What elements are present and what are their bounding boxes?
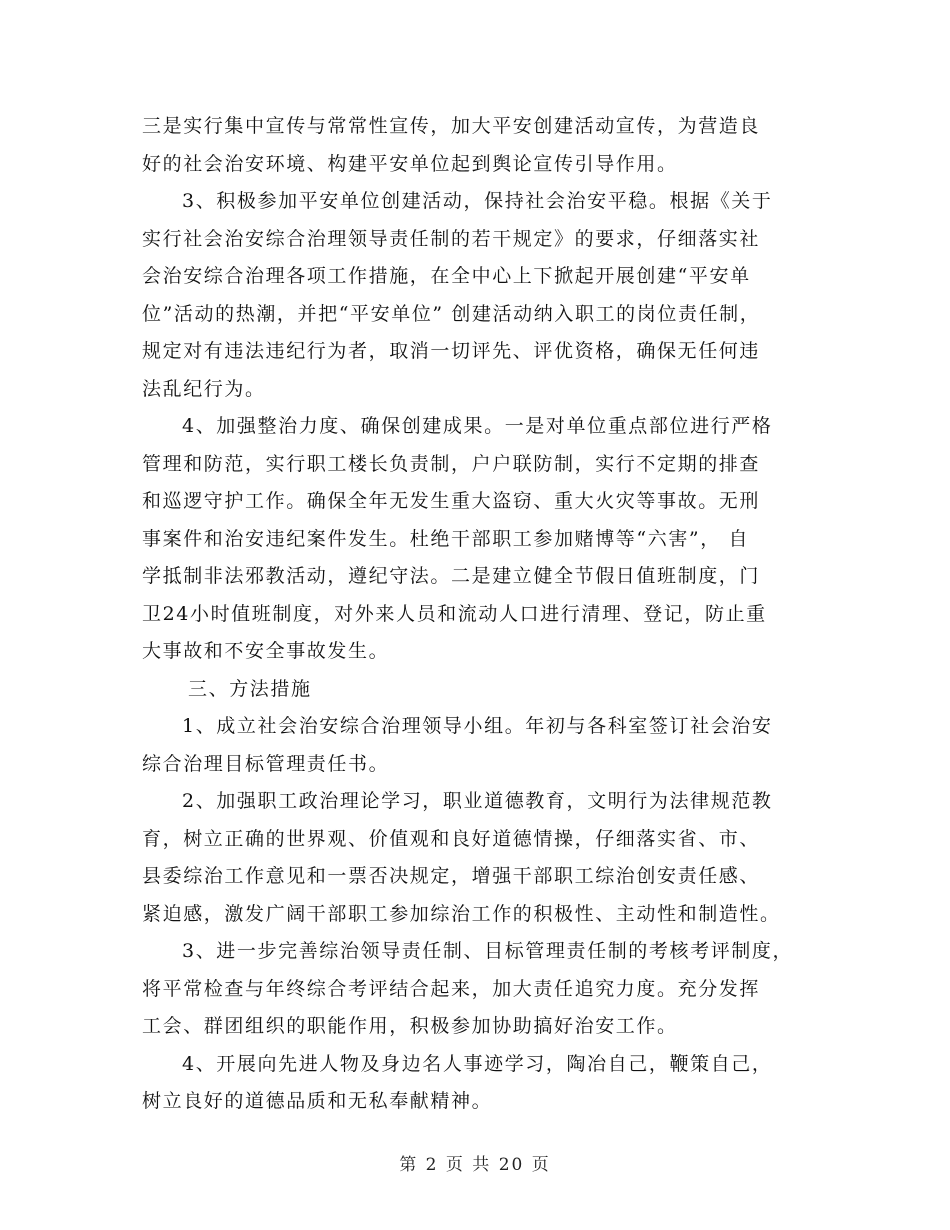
body-line-23: 3、进一步完善综治领导责任制、目标管理责任制的考核考评制度， [182,940,794,962]
body-line-13: 学抵制非法邪教活动，遵纪守法。二是建立健全节假日值班制度，门 [142,565,761,587]
body-line-14: 卫24小时值班制度，对外来人员和流动人口进行清理、登记，防止重 [142,602,767,625]
body-line-12: 事案件和治安违纪案件发生。杜绝干部职工参加赌博等“六害”， 自 [142,527,750,550]
body-line-19: 2、加强职工政治理论学习，职业道德教育，文明行为法律规范教 [182,790,773,812]
body-line-21: 县委综治工作意见和一票否决规定，增强干部职工综治创安责任感、 [142,865,761,887]
body-line-6: 位”活动的热潮，并把“平安单位” 创建活动纳入职工的岗位责任制， [142,302,761,325]
body-line-20: 育，树立正确的世界观、价值观和良好道德情操，仔细落实省、市、 [142,827,761,850]
body-line-4: 实行社会治安综合治理领导责任制的若干规定》的要求，仔细落实社 [142,227,761,250]
body-line-27: 树立良好的道德品质和无私奉献精神。 [142,1090,493,1112]
body-line-11: 和巡逻守护工作。确保全年无发生重大盗窃、重大火灾等事故。无刑 [142,490,761,512]
body-line-2: 好的社会治安环境、构建平安单位起到舆论宣传引导作用。 [142,152,678,175]
body-line-1: 三是实行集中宣传与常常性宣传，加大平安创建活动宣传，为营造良 [142,115,761,137]
page-number-footer: 第 2 页 共 20 页 [399,1155,551,1175]
body-line-10: 管理和防范，实行职工楼长负责制，户户联防制，实行不定期的排查 [142,452,761,475]
body-line-17: 1、成立社会治安综合治理领导小组。年初与各科室签订社会治安 [182,715,773,737]
document-body [142,108,814,1121]
body-line-5: 会治安综合治理各项工作措施，在全中心上下掀起开展创建“平安单 [142,265,751,287]
body-line-9: 4、加强整治力度、确保创建成果。一是对单位重点部位进行严格 [182,415,773,437]
body-line-25: 工会、群团组织的职能作用，积极参加协助搞好治安工作。 [142,1015,678,1037]
body-line-24: 将平常检查与年终综合考评结合起来，加大责任追究力度。充分发挥 [142,977,761,1000]
body-line-15: 大事故和不安全事故发生。 [142,640,390,662]
section-heading: 三、方法措施 [188,677,312,700]
body-line-7: 规定对有违法违纪行为者，取消一切评先、评优资格，确保无任何违 [142,340,761,362]
body-line-18: 综合治理目标管理责任书。 [142,752,390,775]
body-line-8: 法乱纪行为。 [142,377,266,400]
body-line-3: 3、积极参加平安单位创建活动，保持社会治安平稳。根据《关于 [182,190,773,212]
body-line-22: 紧迫感，激发广阔干部职工参加综治工作的积极性、主动性和制造性。 [142,902,781,925]
body-line-26: 4、开展向先进人物及身边名人事迹学习，陶冶自己，鞭策自己， [182,1052,773,1075]
